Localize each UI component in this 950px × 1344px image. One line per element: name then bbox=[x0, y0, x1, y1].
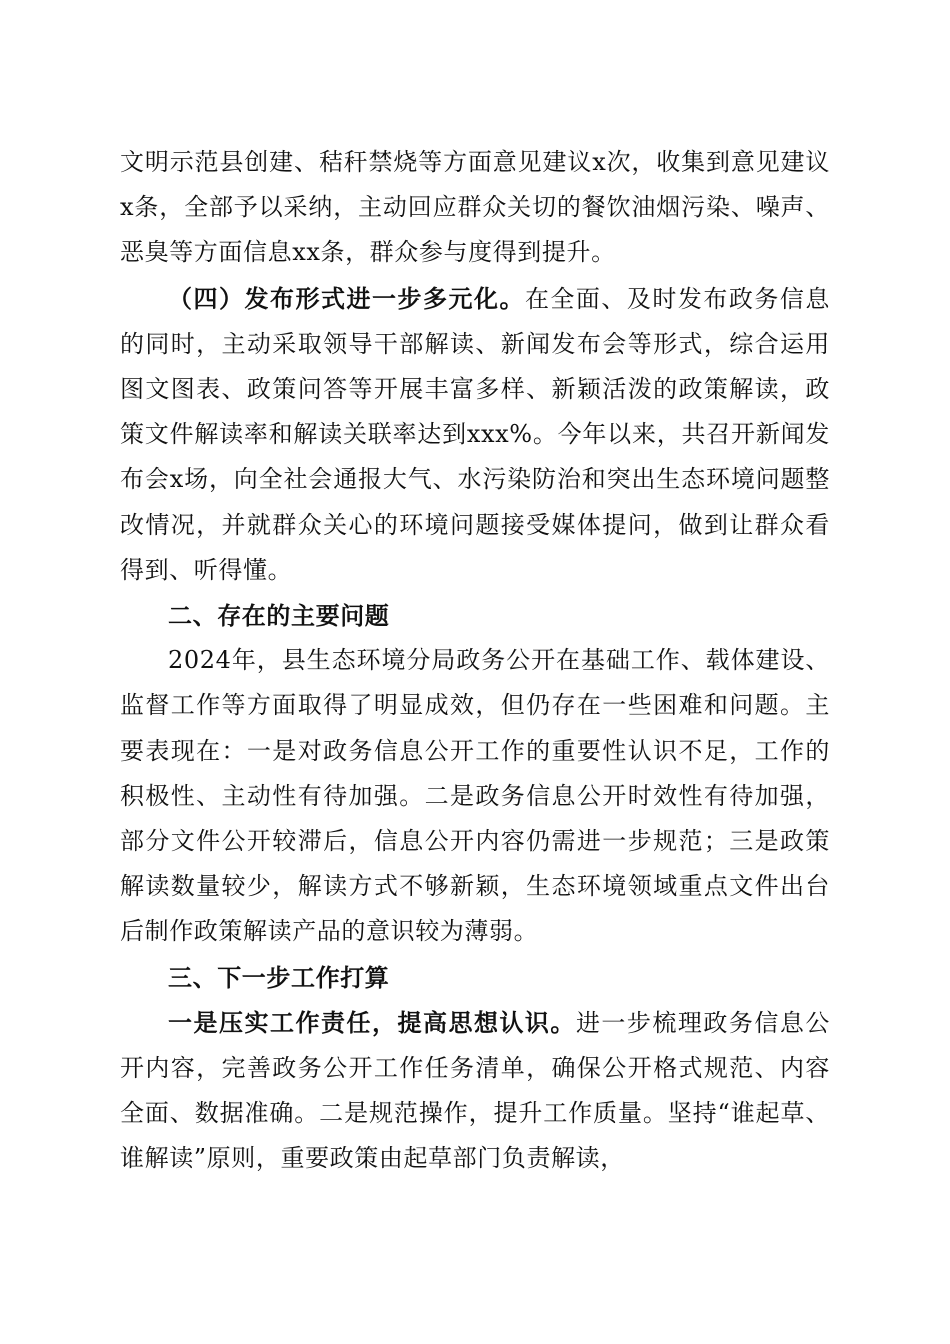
section-heading-problems: 二、存在的主要问题 bbox=[168, 601, 390, 631]
paragraph-release-forms-lead: （四）发布形式进一步多元化。 bbox=[168, 283, 525, 313]
paragraph-next-steps-lead: 一是压实工作责任，提高思想认识。 bbox=[168, 1007, 576, 1037]
section-heading-next-steps: 三、下一步工作打算 bbox=[168, 962, 390, 992]
paragraph-next-steps-body: 进一步梳理政务信息公开内容，完善政务公开工作任务清单，确保公开格式规范、内容全面、数据准确。二是规范操作，提升工作质量。坚持“谁起草、谁解读”原则，重要政策由起草部门负责解读， bbox=[120, 1008, 830, 1173]
paragraph-release-forms bbox=[120, 276, 830, 593]
paragraph-problems: 2024年，县生态环境分局政务公开在基础工作、载体建设、监督工作等方面取得了明显成效，但仍存在一些困难和问题。主要表现在：一是对政务信息公开工作的重要性认识不足，工作的积极性、主动性有待加强。二是政务信息公开时效性有待加强，部分文件公开较滞后，信息公开内容仍需进一步规范；三是政策解读数量较少，解读方式不够新颖，生态环境领域重点文件出台后制作政策解读产品的意识较为薄弱。 bbox=[120, 646, 830, 946]
document-body bbox=[120, 140, 830, 1182]
paragraph-next-steps bbox=[120, 1000, 830, 1182]
paragraph-public-opinion: 文明示范县创建、秸秆禁烧等方面意见建议x次，收集到意见建议x条，全部予以采纳，主动回应群众关切的餐饮油烟污染、噪声、恶臭等方面信息xx条，群众参与度得到提升。 bbox=[120, 148, 830, 267]
paragraph-release-forms-body: 在全面、及时发布政务信息的同时，主动采取领导干部解读、新闻发布会等形式，综合运用图文图表、政策问答等开展丰富多样、新颖活泼的政策解读，政策文件解读率和解读关联率达到xxx%。今年以来，共召开新闻发布会x场，向全社会通报大气、水污染防治和突出生态环境问题整改情况，并就群众关心的环境问题接受媒体提问，做到让群众看得到、听得懂。 bbox=[120, 284, 830, 584]
